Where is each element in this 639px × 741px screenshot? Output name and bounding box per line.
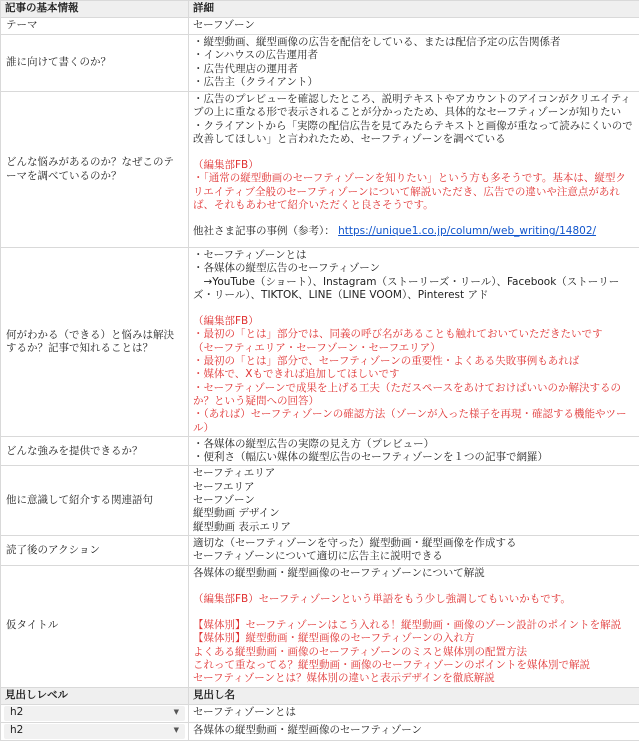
learn-fb-line: ・最初の「とは」部分で、セーフティゾーンの重要性・よくある失敗事例もあれば <box>193 355 635 368</box>
learn-fb-line: ・最初の「とは」部分では、同義の呼び名があることも触れておいていただきたいです <box>193 328 635 341</box>
row-title <box>1 565 639 687</box>
audience-label[interactable]: 誰に向けて書くのか？ <box>1 35 189 92</box>
related-term: セーフティエリア <box>193 467 635 480</box>
pain-fb-text: ・「通常の縦型動画のセーフティゾーンを知りたい」という方も多そうです。基本は、縦型クリエイティブ全般のセーフティゾーンについて解説いただき、広告での違いや注意点があれば、それもあわせて紹介いただくと良さそうです。 <box>193 172 635 212</box>
title-alt: よくある縦型動画・画像のセーフティゾーンのミスと媒体別の配置方法 <box>193 646 635 659</box>
related-term: 縦型動画 表示エリア <box>193 521 635 534</box>
header-details[interactable]: 詳細 <box>189 1 639 18</box>
header-basic-info[interactable]: 記事の基本情報 <box>1 1 189 18</box>
pain-cell[interactable] <box>189 92 639 248</box>
heading-level-value: h2 <box>10 706 23 719</box>
theme-value[interactable]: セーフゾーン <box>189 18 639 35</box>
header-row <box>1 1 639 18</box>
row-theme <box>1 18 639 35</box>
related-label[interactable]: 他に意識して紹介する関連語句 <box>1 466 189 535</box>
theme-label[interactable]: テーマ <box>1 18 189 35</box>
header-heading-name[interactable]: 見出し名 <box>189 687 639 704</box>
title-main: 各媒体の縦型動画・縦型画像のセーフティゾーンについて解説 <box>193 567 635 580</box>
reference-line <box>193 225 635 238</box>
heading-row <box>1 704 639 722</box>
audience-line: ・広告主（クライアント） <box>193 76 635 89</box>
learn-fb-line: （セーフティエリア・セーフゾーン・セーフエリア） <box>193 342 635 355</box>
action-line: セーフティゾーンについて適切に広告主に説明できる <box>193 550 635 563</box>
strength-cell[interactable] <box>189 436 639 466</box>
pain-label[interactable]: どんな悩みがあるのか？なぜこのテーマを調べているのか？ <box>1 92 189 248</box>
strength-line: ・各媒体の縦型広告の実際の見え方（プレビュー） <box>193 438 635 451</box>
pain-fb-title: （編集部FB） <box>193 159 635 172</box>
learn-fb-line: ・セーフティゾーンで成果を上げる工夫（ただスペースをあけておけばいいのか解決するのか？という疑問への回答） <box>193 382 635 409</box>
title-alt: セーフティゾーンとは？媒体別の違いと表示デザインを徹底解説 <box>193 672 635 685</box>
heading-level-cell[interactable] <box>1 704 189 722</box>
learn-label[interactable]: 何がわかる（できる）と悩みは解決するか？記事で知れることは？ <box>1 248 189 437</box>
related-term: セーフエリア <box>193 481 635 494</box>
learn-fb-title: （編集部FB） <box>193 315 635 328</box>
row-learn <box>1 248 639 437</box>
row-related <box>1 466 639 535</box>
heading-level-value: h2 <box>10 724 23 737</box>
heading-row <box>1 722 639 740</box>
title-cell[interactable] <box>189 565 639 687</box>
chevron-down-icon: ▼ <box>174 724 179 737</box>
related-cell[interactable] <box>189 466 639 535</box>
title-alt: 【媒体別】縦型動画・縦型画像のセーフティゾーンの入れ方 <box>193 632 635 645</box>
learn-cell[interactable] <box>189 248 639 437</box>
row-strength <box>1 436 639 466</box>
heading-header-row <box>1 687 639 704</box>
heading-name[interactable]: 各媒体の縦型動画・縦型画像のセーフティゾーン <box>189 722 639 740</box>
reference-link[interactable]: https://unique1.co.jp/column/web_writing/14802/ <box>338 225 596 237</box>
learn-line: ・セーフティゾーンとは <box>193 249 635 262</box>
title-alt: これって重なってる？縦型動画・画像のセーフティゾーンのポイントを媒体別で解説 <box>193 659 635 672</box>
learn-fb-line: ・（あれば）セーフティゾーンの確認方法（ゾーンが入った様子を再現・確認する機能やツール） <box>193 408 635 435</box>
action-line: 適切な（セーフティゾーンを守った）縦型動画・縦型画像を作成する <box>193 537 635 550</box>
related-term: 縦型動画 デザイン <box>193 507 635 520</box>
learn-line: ・各媒体の縦型広告のセーフティゾーン <box>193 262 635 275</box>
heading-level-cell[interactable] <box>1 722 189 740</box>
related-term: セーフゾーン <box>193 494 635 507</box>
action-cell[interactable] <box>189 535 639 565</box>
pain-text-1: ・広告のプレビューを確認したところ、説明テキストやアカウントのアイコンがクリエイティブの上に重なる形で表示されることが分かったため、具体的なセーフティゾーンが知りたい <box>193 93 635 120</box>
audience-line: ・インハウスの広告運用者 <box>193 49 635 62</box>
row-action <box>1 535 639 565</box>
title-label[interactable]: 仮タイトル <box>1 565 189 687</box>
row-pain <box>1 92 639 248</box>
row-audience <box>1 35 639 92</box>
strength-label[interactable]: どんな強みを提供できるか？ <box>1 436 189 466</box>
title-fb: （編集部FB）セーフティゾーンという単語をもう少し強調してもいいかもです。 <box>193 593 635 606</box>
learn-media-list: →YouTube（ショート）、Instagram（ストーリーズ・リール）、Facebook（ストーリーズ・リール）、TIKTOK、LINE（LINE VOOM）、Pinterest アド <box>193 276 635 303</box>
action-label[interactable]: 読了後のアクション <box>1 535 189 565</box>
pain-text-2: ・クライアントから「実際の配信広告を見てみたらテキストと画像が重なって読みにくいので改善してほしい」と言われたため、セーフティゾーンを調べている <box>193 120 635 147</box>
heading-level-dropdown[interactable] <box>4 724 185 739</box>
heading-level-dropdown[interactable] <box>4 706 185 721</box>
chevron-down-icon: ▼ <box>174 706 179 719</box>
audience-line: ・広告代理店の運用者 <box>193 63 635 76</box>
audience-line: ・縦型動画、縦型画像の広告を配信をしている、または配信予定の広告関係者 <box>193 36 635 49</box>
reference-label: 他社さま記事の事例（参考）： <box>193 225 335 237</box>
title-alt: 【媒体別】セーフティゾーンはこう入れる！縦型動画・画像のゾーン設計のポイントを解説 <box>193 619 635 632</box>
heading-name[interactable]: セーフティゾーンとは <box>189 704 639 722</box>
audience-cell[interactable] <box>189 35 639 92</box>
header-heading-level[interactable]: 見出しレベル <box>1 687 189 704</box>
strength-line: ・便利さ（幅広い媒体の縦型広告のセーフティゾーンを１つの記事で網羅） <box>193 451 635 464</box>
learn-fb-line: ・媒体で、Xもできれば追加してほしいです <box>193 368 635 381</box>
